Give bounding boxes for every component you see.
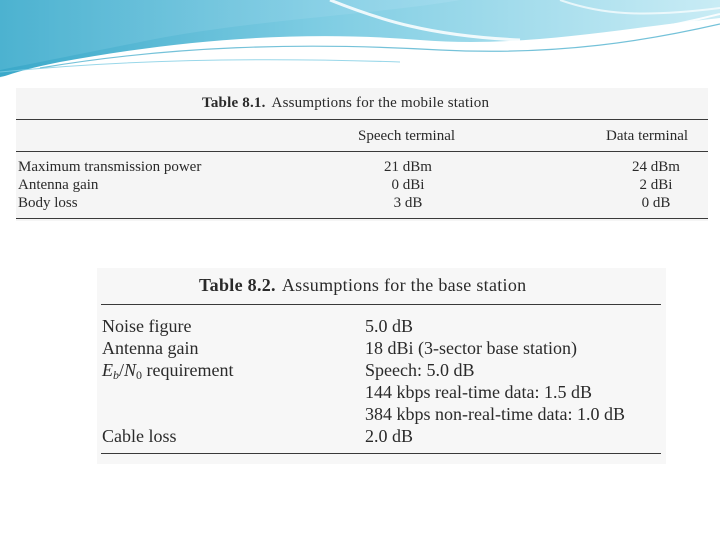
table2-bottom-rule xyxy=(101,453,661,454)
table-row xyxy=(97,315,666,337)
table-row xyxy=(97,337,666,359)
table-row xyxy=(16,194,708,212)
table-row xyxy=(97,403,666,425)
table2-top-rule xyxy=(101,304,661,305)
row-label: Body loss xyxy=(18,195,78,211)
table-row xyxy=(97,359,666,381)
row-label: Antenna gain xyxy=(102,338,199,358)
col-header-data-terminal: Data terminal xyxy=(606,128,689,144)
row-value: 384 kbps non-real-time data: 1.0 dB xyxy=(365,404,625,424)
row-value: 5.0 dB xyxy=(365,316,414,336)
table1-number: Table 8.1. xyxy=(202,95,266,111)
table-row xyxy=(97,381,666,403)
row-value: Speech: 5.0 dB xyxy=(365,360,475,380)
n0-subscript: 0 xyxy=(136,368,143,382)
row-value: 18 dBi (3-sector base station) xyxy=(365,338,577,358)
eb-symbol: E xyxy=(102,360,113,380)
base-station-table xyxy=(97,268,666,464)
speech-value: 0 dBi xyxy=(391,177,425,193)
row-value: 144 kbps real-time data: 1.5 dB xyxy=(365,382,592,402)
table-row xyxy=(97,425,666,447)
table1-title: Assumptions for the mobile station xyxy=(271,95,490,111)
data-value: 0 dB xyxy=(641,195,671,211)
data-value: 2 dBi xyxy=(639,177,673,193)
row-label: Noise figure xyxy=(102,316,192,336)
table-row xyxy=(16,176,708,194)
ratio-slash: / xyxy=(119,360,125,380)
table1-header-rule xyxy=(16,151,708,152)
row-label: Maximum transmission power xyxy=(18,159,202,175)
row-label: Cable loss xyxy=(102,426,177,446)
table2-caption xyxy=(199,275,526,296)
table1-bottom-rule xyxy=(16,218,708,219)
speech-value: 3 dB xyxy=(393,195,423,211)
eb-subscript: b xyxy=(113,368,119,382)
n0-symbol: N xyxy=(124,360,137,380)
row-value: 2.0 dB xyxy=(365,426,414,446)
table1-caption xyxy=(202,95,489,112)
mobile-station-table xyxy=(16,88,708,221)
table2-title: Assumptions for the base station xyxy=(281,275,527,295)
table-row xyxy=(16,158,708,176)
table2-number: Table 8.2. xyxy=(199,275,276,295)
row-label: Antenna gain xyxy=(18,177,99,193)
data-value: 24 dBm xyxy=(632,159,680,175)
col-header-speech-terminal: Speech terminal xyxy=(358,128,456,144)
speech-value: 21 dBm xyxy=(384,159,432,175)
requirement-text: requirement xyxy=(142,360,234,380)
header-wave-banner xyxy=(0,0,720,90)
table1-top-rule xyxy=(16,119,708,120)
